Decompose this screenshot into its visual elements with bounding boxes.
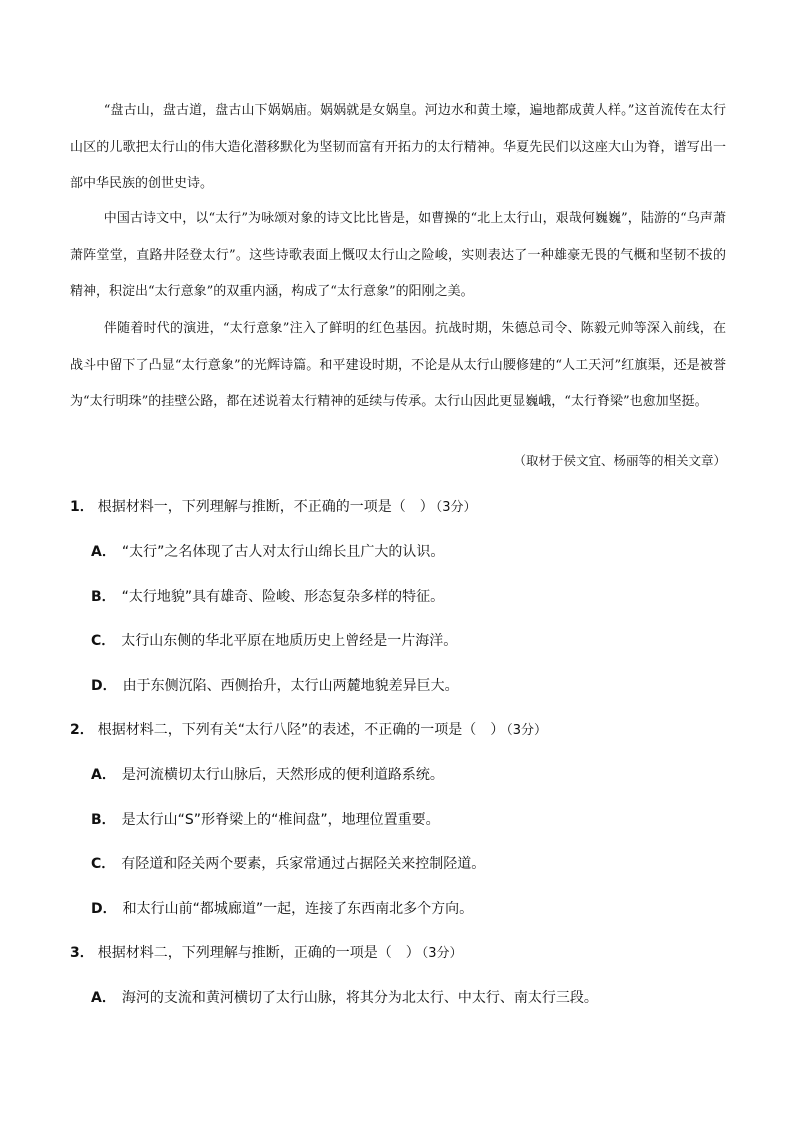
passage-source: （取材于侯文宜、杨丽等的相关文章） [513, 453, 726, 468]
option-text: “太行”之名体现了古人对太行山绵长且广大的认识。 [121, 544, 445, 560]
option-text: “太行地貌”具有雄奇、险峻、形态复杂多样的特征。 [121, 589, 445, 605]
question-2-stem [70, 718, 547, 743]
option-text: 由于东侧沉陷、西侧抬升，太行山两麓地貌差异巨大。 [122, 678, 459, 694]
question-1-option-d[interactable] [91, 674, 459, 698]
question-3-option-a[interactable] [91, 986, 598, 1010]
question-1-option-b[interactable] [91, 585, 444, 609]
option-letter: D． [91, 678, 117, 694]
question-score: （3分） [435, 500, 477, 515]
option-letter: D． [91, 901, 117, 917]
option-text: 有陉道和陉关两个要素，兵家常通过占据陉关来控制陉道。 [121, 856, 486, 872]
option-text: 和太行山前“都城廊道”一起，连接了东西南北多个方向。 [122, 901, 474, 917]
question-1-option-a[interactable] [91, 540, 444, 564]
question-1-option-c[interactable] [91, 629, 457, 653]
question-number: 1． [70, 499, 94, 515]
question-1-stem [70, 495, 477, 520]
option-text: 是太行山“S”形脊梁上的“椎间盘”，地理位置重要。 [121, 812, 440, 828]
option-letter: A． [91, 544, 116, 560]
passage-paragraph-2: 中国古诗文中，以“太行”为咏颂对象的诗文比比皆是，如曹操的“北上太行山，艰哉何巍巍”，陆游的“乌声萧萧阵堂堂，直路井陉登太行”。这些诗歌表面上慨叹太行山之险峻，实则表达了一种雄豪无畏的气概和坚韧不拔的精神，积淀出“太行意象”的双重内涵，构成了“太行意象”的阳刚之美。 [70, 211, 726, 299]
question-2-option-d[interactable] [91, 897, 473, 921]
option-text: 海河的支流和黄河横切了太行山脉，将其分为北太行、中太行、南太行三段。 [121, 990, 598, 1006]
question-number: 2． [70, 722, 94, 738]
question-number: 3． [70, 945, 94, 961]
option-letter: A． [91, 767, 116, 783]
option-letter: A． [91, 990, 116, 1006]
option-letter: C． [91, 856, 116, 872]
question-2-option-a[interactable] [91, 763, 444, 787]
question-text: 根据材料二，下列理解与推断，正确的一项是（ ） [97, 945, 420, 961]
option-text: 太行山东侧的华北平原在地质历史上曾经是一片海洋。 [121, 633, 458, 649]
passage-paragraph-1: “盘古山，盘古道，盘古山下娲娲庙。娲娲就是女娲皇。河边水和黄土壕，遍地都成黄人样。”这首流传在太行山区的儿歌把太行山的伟大造化潜移默化为坚韧而富有开拓力的太行精神。华夏先民们以这座大山为脊，谱写出一部中华民族的创世史诗。 [70, 103, 726, 191]
option-text: 是河流横切太行山脉后，天然形成的便利道路系统。 [121, 767, 444, 783]
question-3-stem [70, 941, 463, 966]
option-letter: C． [91, 633, 116, 649]
passage-paragraph-3: 伴随着时代的演进，“太行意象”注入了鲜明的红色基因。抗战时期，朱德总司令、陈毅元帅等深入前线，在战斗中留下了凸显“太行意象”的光辉诗篇。和平建设时期，不论是从太行山腰修建的“人工天河”红旗渠，还是被誉为“太行明珠”的挂壁公路，都在述说着太行精神的延续与传承。太行山因此更显巍峨，“太行脊梁”也愈加坚挺。 [70, 321, 726, 409]
option-letter: B． [91, 589, 116, 605]
option-letter: B． [91, 812, 116, 828]
question-score: （3分） [421, 946, 463, 961]
question-2-option-c[interactable] [91, 852, 485, 876]
question-text: 根据材料一，下列理解与推断，不正确的一项是（ ） [97, 499, 434, 515]
question-text: 根据材料二，下列有关“太行八陉”的表述，不正确的一项是（ ） [97, 722, 505, 738]
question-score: （3分） [506, 723, 548, 738]
question-2-option-b[interactable] [91, 808, 440, 832]
